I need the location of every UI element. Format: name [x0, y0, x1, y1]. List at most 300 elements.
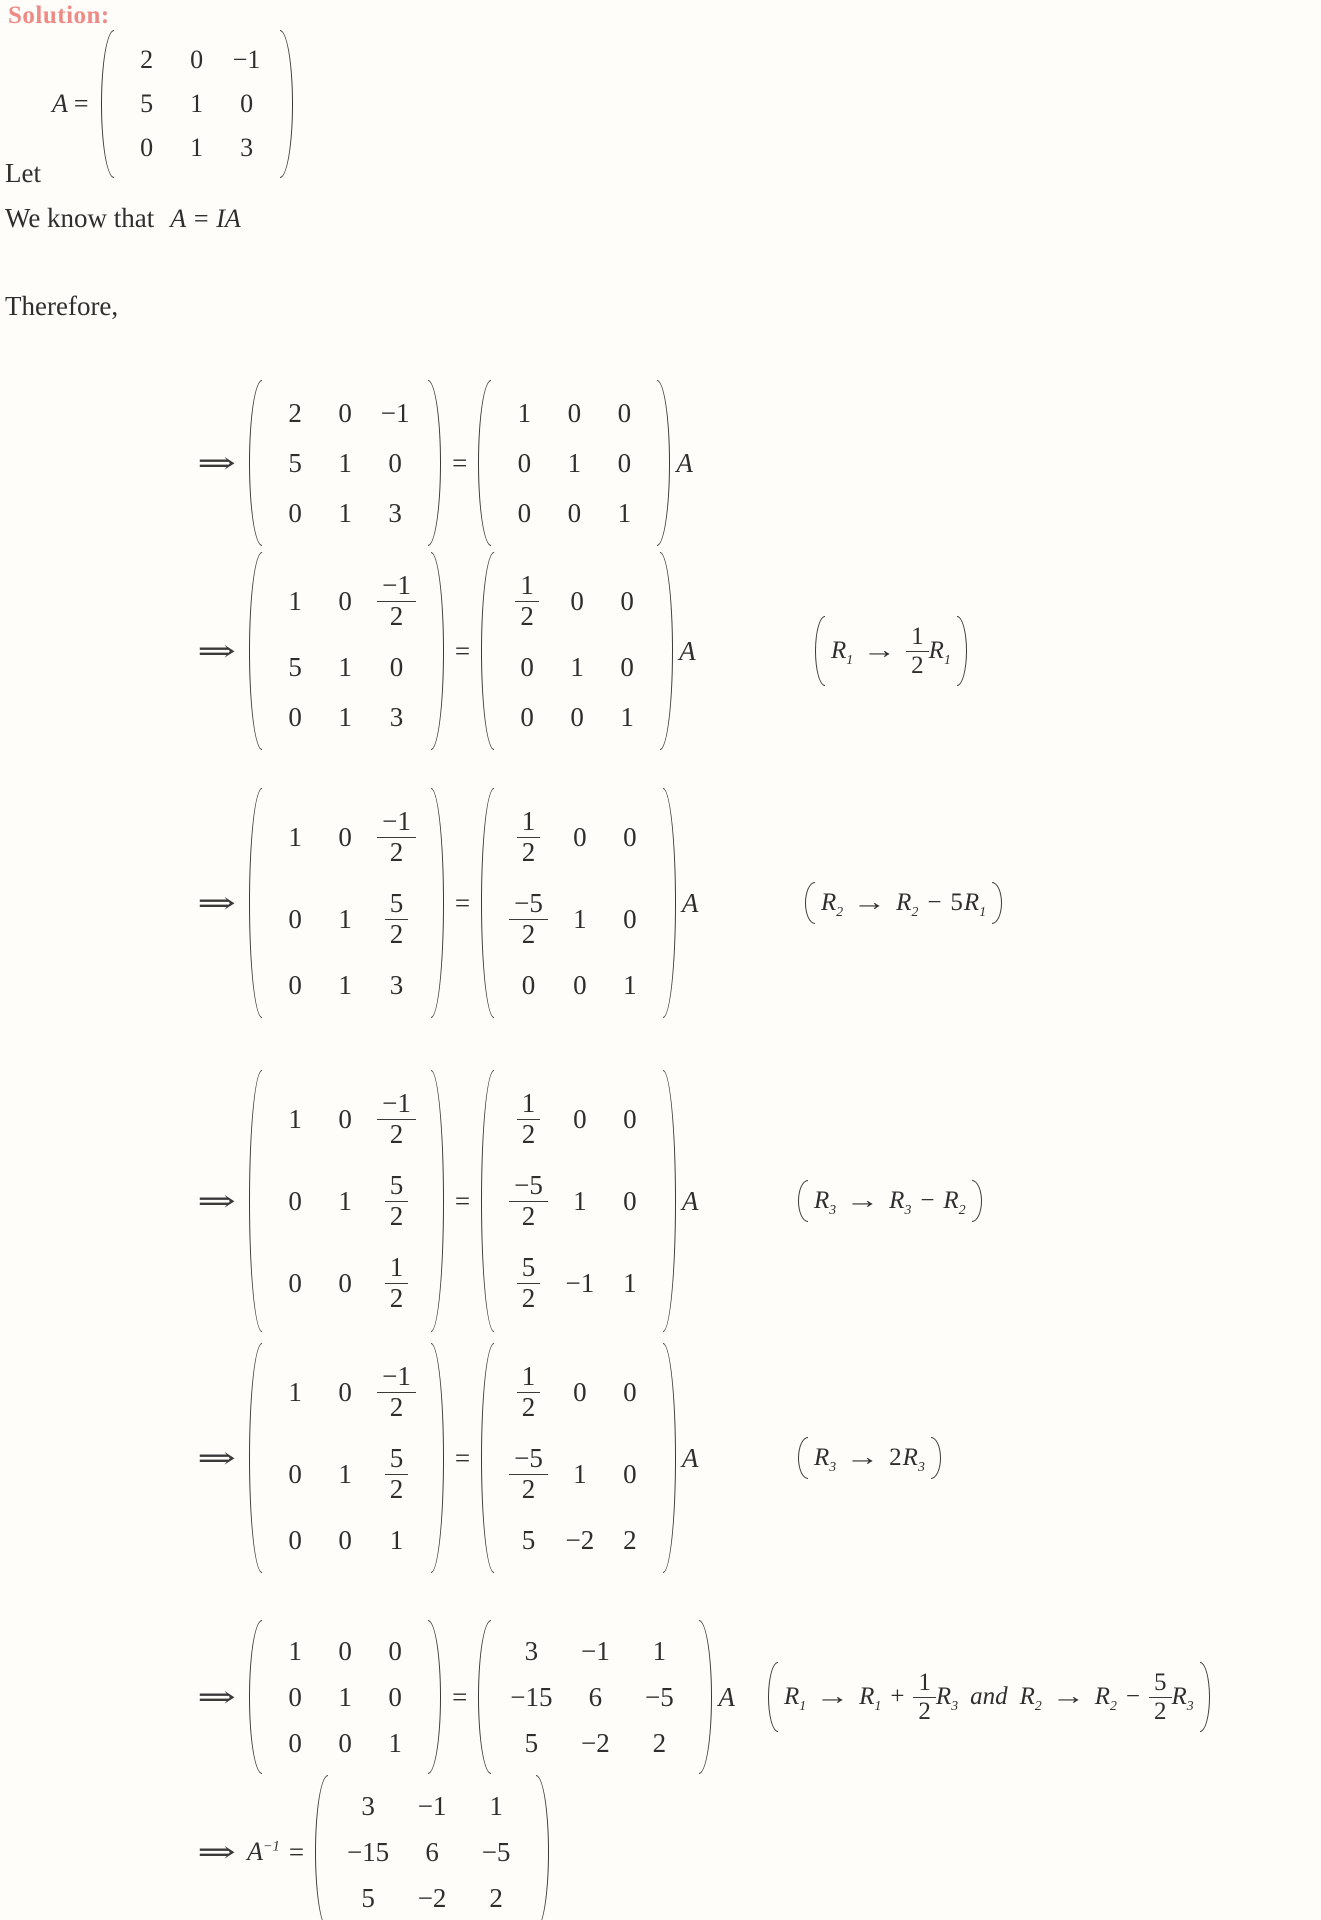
matrix-cell: 1 [338, 447, 352, 478]
paren-left-icon [481, 552, 494, 750]
matrix-cell: −2 [417, 1882, 447, 1913]
row-subscript: 2 [958, 1202, 966, 1218]
fraction [515, 571, 539, 631]
matrix-cell [502, 1433, 555, 1515]
fraction [906, 623, 929, 679]
arrow-icon: → [1051, 1683, 1086, 1710]
matrix-a-cells [114, 30, 280, 178]
row-operation-note [815, 616, 967, 686]
matrix-cell [378, 878, 416, 960]
row-subscript: 3 [1186, 1698, 1194, 1713]
matrix-cell: 3 [389, 701, 404, 732]
implies-icon: ⇒ [197, 1441, 237, 1475]
matrix-cell: 1 [620, 701, 634, 732]
paren-right-icon [431, 552, 444, 750]
operator: − [920, 1187, 935, 1215]
matrix-cell: 3 [240, 133, 254, 162]
fraction [517, 1089, 541, 1149]
matrix-cell: 0 [520, 701, 534, 732]
row-subscript: 2 [836, 904, 844, 920]
matrix-cell: −1 [380, 397, 410, 428]
paren-left-icon [249, 1620, 262, 1774]
matrix-cell [370, 1078, 423, 1160]
equation-step-4 [190, 1070, 1321, 1332]
solution-heading: Solution: [8, 2, 110, 29]
fraction-denominator: 2 [509, 1201, 548, 1232]
matrix-cell: 1 [338, 701, 352, 732]
fraction-numerator: 5 [521, 1252, 536, 1283]
matrix-cell: 0 [338, 1103, 352, 1134]
matrix-cell: 0 [338, 821, 352, 852]
implies-icon: ⇒ [197, 1680, 237, 1714]
fraction-numerator: −1 [382, 1088, 411, 1118]
paren-left-icon [481, 788, 494, 1018]
fraction [377, 1362, 416, 1422]
matrix-cell: 0 [288, 903, 302, 934]
implies-icon: ⇒ [197, 634, 237, 668]
coefficient: 5 [950, 889, 963, 917]
matrix-cell: 0 [567, 397, 582, 428]
fraction [517, 1253, 541, 1313]
paren-left-icon [815, 616, 825, 686]
operator: − [1125, 1683, 1140, 1710]
left-matrix [249, 1620, 441, 1774]
matrix-cell: 1 [288, 821, 302, 852]
matrix-cell: 5 [521, 1524, 536, 1555]
matrix-cell: 0 [338, 397, 352, 428]
variable-a: A [247, 1837, 264, 1866]
equals-sign: = [452, 447, 468, 478]
row-operation-tokens [778, 1662, 1200, 1732]
fraction [385, 1171, 409, 1231]
matrix-cell: 2 [652, 1727, 667, 1758]
row-symbol: $R_2$ [1019, 1683, 1042, 1713]
right-matrix-cells [494, 1343, 663, 1573]
paren-left-icon [478, 380, 491, 546]
matrix-cell: −1 [581, 1635, 610, 1666]
fraction-denominator: 2 [385, 919, 409, 950]
fraction [377, 807, 416, 867]
equals-sign: = [454, 887, 471, 918]
row-symbol: $R_2$ [821, 889, 844, 920]
paren-right-icon [699, 1620, 712, 1774]
row-subscript: 3 [917, 1459, 925, 1475]
matrix-cell: 0 [388, 1681, 402, 1712]
right-matrix [478, 1620, 712, 1774]
matrix-cell: 0 [338, 585, 352, 616]
matrix-cell: 0 [288, 1681, 302, 1712]
fraction-denominator: 2 [517, 1283, 541, 1314]
fraction [377, 571, 416, 631]
fraction [509, 1444, 548, 1504]
matrix-cell: 5 [524, 1727, 539, 1758]
fraction-denominator: 2 [385, 1201, 409, 1232]
row-subscript: 2 [1110, 1698, 1117, 1713]
matrix-cell: 0 [288, 1458, 302, 1489]
variable-a-inverse [247, 1837, 280, 1867]
paren-left-icon [481, 1070, 494, 1332]
matrix-cell: 0 [338, 1727, 352, 1758]
fraction-numerator: −1 [382, 1361, 411, 1391]
row-symbol: $R_3$ [814, 1444, 837, 1475]
left-matrix-cells [262, 1343, 431, 1573]
left-matrix-cells [262, 788, 431, 1018]
matrix-cell: −1 [565, 1267, 595, 1298]
row-subscript: 2 [911, 904, 919, 920]
fraction-numerator: −5 [514, 1443, 543, 1474]
arrow-icon: → [845, 1187, 880, 1215]
matrix-cell: −5 [481, 1836, 511, 1867]
matrix-cell [378, 1242, 416, 1324]
fraction-denominator: 2 [385, 1283, 409, 1314]
implies-icon: ⇒ [197, 886, 237, 920]
row-subscript: 2 [1034, 1698, 1042, 1713]
matrix-cell [370, 796, 423, 878]
paren-left-icon [249, 788, 262, 1018]
left-matrix [249, 788, 444, 1018]
arrow-icon: → [862, 637, 897, 665]
matrix-cell: 6 [425, 1836, 439, 1867]
inverse-matrix-cells [328, 1775, 536, 1920]
row-subscript: 3 [951, 1698, 959, 1713]
fraction [385, 889, 409, 949]
row-subscript: 1 [943, 652, 951, 668]
paren-right-icon [663, 1343, 676, 1573]
paren-right-icon [957, 616, 967, 686]
row-subscript: 3 [829, 1459, 837, 1475]
matrix-cell: 0 [620, 585, 634, 616]
matrix-cell: 1 [617, 497, 632, 528]
row-symbol: $R_3$ [889, 1187, 912, 1218]
fraction [385, 1253, 409, 1313]
fraction-denominator: 2 [377, 1392, 416, 1423]
matrix-cell: 0 [623, 1376, 637, 1407]
matrix-cell: 0 [517, 447, 532, 478]
matrix-cell: 1 [388, 1727, 402, 1758]
paren-left-icon [249, 552, 262, 750]
fraction [509, 1171, 548, 1231]
matrix-cell: 1 [288, 1635, 302, 1666]
row-symbol: $R_3$ [814, 1187, 837, 1218]
fraction-denominator: 2 [906, 651, 929, 680]
row-symbol: $R_2$ [943, 1187, 966, 1218]
matrix-cell [510, 1351, 548, 1433]
matrix-cell [510, 796, 548, 878]
row-subscript: 1 [874, 1698, 882, 1713]
matrix-cell: 0 [567, 497, 582, 528]
paren-right-icon [428, 1620, 441, 1774]
matrix-cell: 0 [288, 1185, 302, 1216]
right-matrix-cells [491, 1620, 699, 1774]
fraction-numerator: −1 [382, 806, 411, 836]
matrix-suffix-a: A [681, 1442, 699, 1473]
matrix-cell: 1 [288, 1376, 302, 1407]
equals-sign: = [454, 635, 471, 666]
matrix-cell: 1 [652, 1635, 667, 1666]
equation-step-5 [190, 1343, 1321, 1573]
matrix-cell: 5 [288, 651, 302, 682]
variable-a: A [52, 89, 68, 118]
equals-sign: = [288, 1836, 305, 1867]
right-matrix-cells [491, 380, 657, 546]
inverse-exponent: −1 [263, 1838, 280, 1855]
operator: + [890, 1683, 905, 1710]
coefficient: 2 [889, 1444, 902, 1472]
row-operation-note [798, 1437, 941, 1479]
matrix-cell: 0 [338, 1635, 352, 1666]
matrix-cell: 0 [623, 903, 637, 934]
matrix-cell: 2 [140, 45, 154, 74]
matrix-cell: 3 [388, 497, 402, 528]
fraction [509, 889, 548, 949]
paren-right-icon [431, 1343, 444, 1573]
matrix-cell [378, 1433, 416, 1515]
fraction-numerator: 5 [1154, 1669, 1167, 1696]
matrix-cell: 5 [288, 447, 302, 478]
matrix-cell [370, 560, 423, 642]
matrix-cell: 1 [489, 1790, 503, 1821]
matrix-suffix-a: A [718, 1681, 735, 1712]
matrix-cell: −2 [581, 1727, 610, 1758]
right-matrix-cells [494, 788, 663, 1018]
fraction-denominator: 2 [517, 1119, 541, 1150]
left-matrix-cells [262, 1070, 431, 1332]
right-matrix [481, 1070, 676, 1332]
matrix-cell: 1 [338, 903, 352, 934]
row-operation-tokens [815, 882, 992, 924]
matrix-cell [510, 1078, 548, 1160]
paren-right-icon [663, 1070, 676, 1332]
equals-sign: = [454, 1185, 471, 1216]
matrix-cell: 1 [338, 1458, 352, 1489]
row-subscript: 1 [846, 652, 854, 668]
matrix-cell: 0 [570, 701, 584, 732]
matrix-cell: 1 [338, 1681, 352, 1712]
matrix-cell: 2 [288, 397, 302, 428]
fraction-numerator: 1 [521, 1088, 536, 1118]
matrix-cell: 0 [623, 821, 637, 852]
paren-left-icon [249, 1343, 262, 1573]
fraction-numerator: 5 [389, 1170, 404, 1201]
matrix-cell: −2 [565, 1524, 595, 1555]
matrix-cell: 3 [361, 1790, 375, 1821]
matrix-cell: 1 [517, 397, 532, 428]
fraction-denominator: 2 [377, 837, 416, 868]
fraction-denominator: 2 [1149, 1697, 1172, 1726]
right-matrix-cells [494, 552, 660, 750]
paren-right-icon [660, 552, 673, 750]
row-symbol: $R_1$ [784, 1683, 807, 1713]
matrix-cell: 6 [588, 1681, 603, 1712]
paren-left-icon [315, 1775, 328, 1920]
row-operation-note [798, 1180, 982, 1222]
matrix-cell: 1 [573, 1458, 587, 1489]
matrix-cell: 1 [338, 497, 352, 528]
paren-right-icon [536, 1775, 549, 1920]
matrix-cell: 1 [567, 447, 582, 478]
we-know-text: We know that [5, 203, 155, 233]
matrix-cell [508, 560, 546, 642]
matrix-cell: 2 [489, 1882, 503, 1913]
matrix-cell: 0 [288, 497, 302, 528]
arrow-icon: → [845, 1444, 880, 1472]
right-matrix [481, 1343, 676, 1573]
matrix-cell: 0 [389, 651, 404, 682]
paren-right-icon [657, 380, 670, 546]
row-symbol: $R_1$ [859, 1683, 882, 1713]
matrix-cell: 0 [517, 497, 532, 528]
matrix-cell: 0 [520, 651, 534, 682]
right-matrix [478, 380, 670, 546]
implies-icon: ⇒ [197, 1835, 237, 1869]
matrix-cell: 0 [288, 1267, 302, 1298]
matrix-cell: 0 [623, 1185, 637, 1216]
matrix-cell: 1 [338, 969, 352, 1000]
paren-right-icon [431, 1070, 444, 1332]
therefore-label: Therefore, [5, 291, 119, 321]
matrix-cell: 0 [338, 1524, 352, 1555]
left-matrix-cells [262, 380, 428, 546]
equation-step-6 [190, 1620, 1321, 1774]
matrix-cell: 0 [288, 701, 302, 732]
matrix-cell [502, 878, 555, 960]
row-symbol: $R_2$ [1094, 1683, 1117, 1713]
fraction-numerator: 1 [521, 806, 536, 836]
equation-step-3 [190, 788, 1321, 1018]
matrix-cell: 0 [570, 585, 584, 616]
fraction-numerator: −1 [382, 570, 411, 600]
paren-left-icon [798, 1180, 808, 1222]
matrix-cell: 0 [240, 89, 254, 118]
matrix-cell: 0 [288, 1524, 302, 1555]
row-symbol: $R_3$ [935, 1683, 959, 1713]
paren-left-icon [805, 882, 815, 924]
fraction-denominator: 2 [509, 1474, 548, 1505]
matrix-cell: 0 [617, 397, 632, 428]
matrix-cell: 3 [524, 1635, 539, 1666]
row-subscript: 1 [799, 1698, 807, 1713]
fraction-denominator: 2 [913, 1697, 936, 1726]
matrix-cell: 5 [361, 1882, 375, 1913]
paren-left-icon [481, 1343, 494, 1573]
fraction-numerator: −5 [514, 888, 543, 919]
matrix-cell: 1 [573, 1185, 587, 1216]
fraction-denominator: 2 [517, 1392, 541, 1423]
paren-right-icon [1200, 1662, 1210, 1732]
matrix-cell: 0 [338, 1267, 352, 1298]
paren-right-icon [992, 882, 1002, 924]
matrix-cell: 0 [388, 1635, 402, 1666]
fraction [1149, 1669, 1172, 1725]
paren-right-icon [280, 30, 293, 178]
matrix-suffix-a: A [681, 1185, 699, 1216]
arrow-icon: → [815, 1683, 850, 1710]
row-subscript: 3 [904, 1202, 912, 1218]
matrix-cell: 0 [388, 447, 402, 478]
right-matrix [481, 552, 673, 750]
identity-equation: A = IA [170, 204, 241, 233]
paren-left-icon [249, 380, 262, 546]
fraction-numerator: −5 [514, 1170, 543, 1201]
fraction-numerator: 1 [911, 623, 924, 651]
row-symbol: $R_3$ [1171, 1683, 1194, 1713]
matrix-cell: 0 [573, 1376, 587, 1407]
paren-right-icon [431, 788, 444, 1018]
fraction [377, 1089, 416, 1149]
paren-left-icon [249, 1070, 262, 1332]
matrix-cell: 1 [623, 1267, 637, 1298]
matrix-cell: −1 [417, 1790, 447, 1821]
row-symbol: $R_2$ [896, 889, 919, 920]
left-matrix-cells [262, 552, 431, 750]
matrix-cell [378, 1160, 416, 1242]
matrix-cell: 0 [617, 447, 632, 478]
equation-step-2 [190, 552, 1321, 750]
matrix-cell: 0 [620, 651, 634, 682]
matrix-cell: 3 [389, 969, 404, 1000]
paren-right-icon [972, 1180, 982, 1222]
fraction [517, 807, 541, 867]
matrix-cell [510, 1242, 548, 1324]
fraction-denominator: 2 [517, 837, 541, 868]
right-matrix-cells [494, 1070, 663, 1332]
matrix-cell [502, 1160, 555, 1242]
left-matrix [249, 1343, 444, 1573]
left-matrix [249, 380, 441, 546]
matrix-cell: 1 [288, 1103, 302, 1134]
matrix-cell: 1 [338, 1185, 352, 1216]
row-operation-tokens [808, 1437, 931, 1479]
matrix-cell: −15 [346, 1836, 390, 1867]
fraction-denominator: 2 [509, 919, 548, 950]
row-operation-note [805, 882, 1002, 924]
equals-sign: = [454, 1442, 471, 1473]
left-matrix [249, 1070, 444, 1332]
row-subscript: 1 [979, 904, 987, 920]
fraction-numerator: 1 [918, 1669, 931, 1696]
matrix-cell: 2 [623, 1524, 637, 1555]
matrix-suffix-a: A [676, 447, 693, 478]
operator: − [927, 889, 942, 917]
matrix-cell: 0 [623, 1458, 637, 1489]
right-matrix [481, 788, 676, 1018]
matrix-cell: 1 [389, 1524, 404, 1555]
equals-sign: = [73, 89, 89, 118]
inverse-matrix [315, 1775, 549, 1920]
left-matrix [249, 552, 444, 750]
paren-right-icon [428, 380, 441, 546]
matrix-cell: 1 [623, 969, 637, 1000]
matrix-cell: 0 [573, 821, 587, 852]
row-symbol: $R_1$ [831, 637, 854, 668]
matrix-cell: 5 [140, 89, 154, 118]
matrix-cell: 1 [570, 651, 584, 682]
fraction-numerator: 5 [389, 1443, 404, 1474]
paren-left-icon [768, 1662, 778, 1732]
matrix-cell: 1 [338, 651, 352, 682]
matrix-cell [370, 1351, 423, 1433]
matrix-cell: 0 [573, 1103, 587, 1134]
paren-left-icon [798, 1437, 808, 1479]
left-matrix-cells [262, 1620, 428, 1774]
fraction [385, 1444, 409, 1504]
paren-right-icon [931, 1437, 941, 1479]
fraction-numerator: 1 [389, 1252, 404, 1283]
implies-icon: ⇒ [197, 446, 237, 480]
matrix-cell: 0 [288, 969, 302, 1000]
fraction-denominator: 2 [385, 1474, 409, 1505]
matrix-cell: 1 [190, 89, 204, 118]
